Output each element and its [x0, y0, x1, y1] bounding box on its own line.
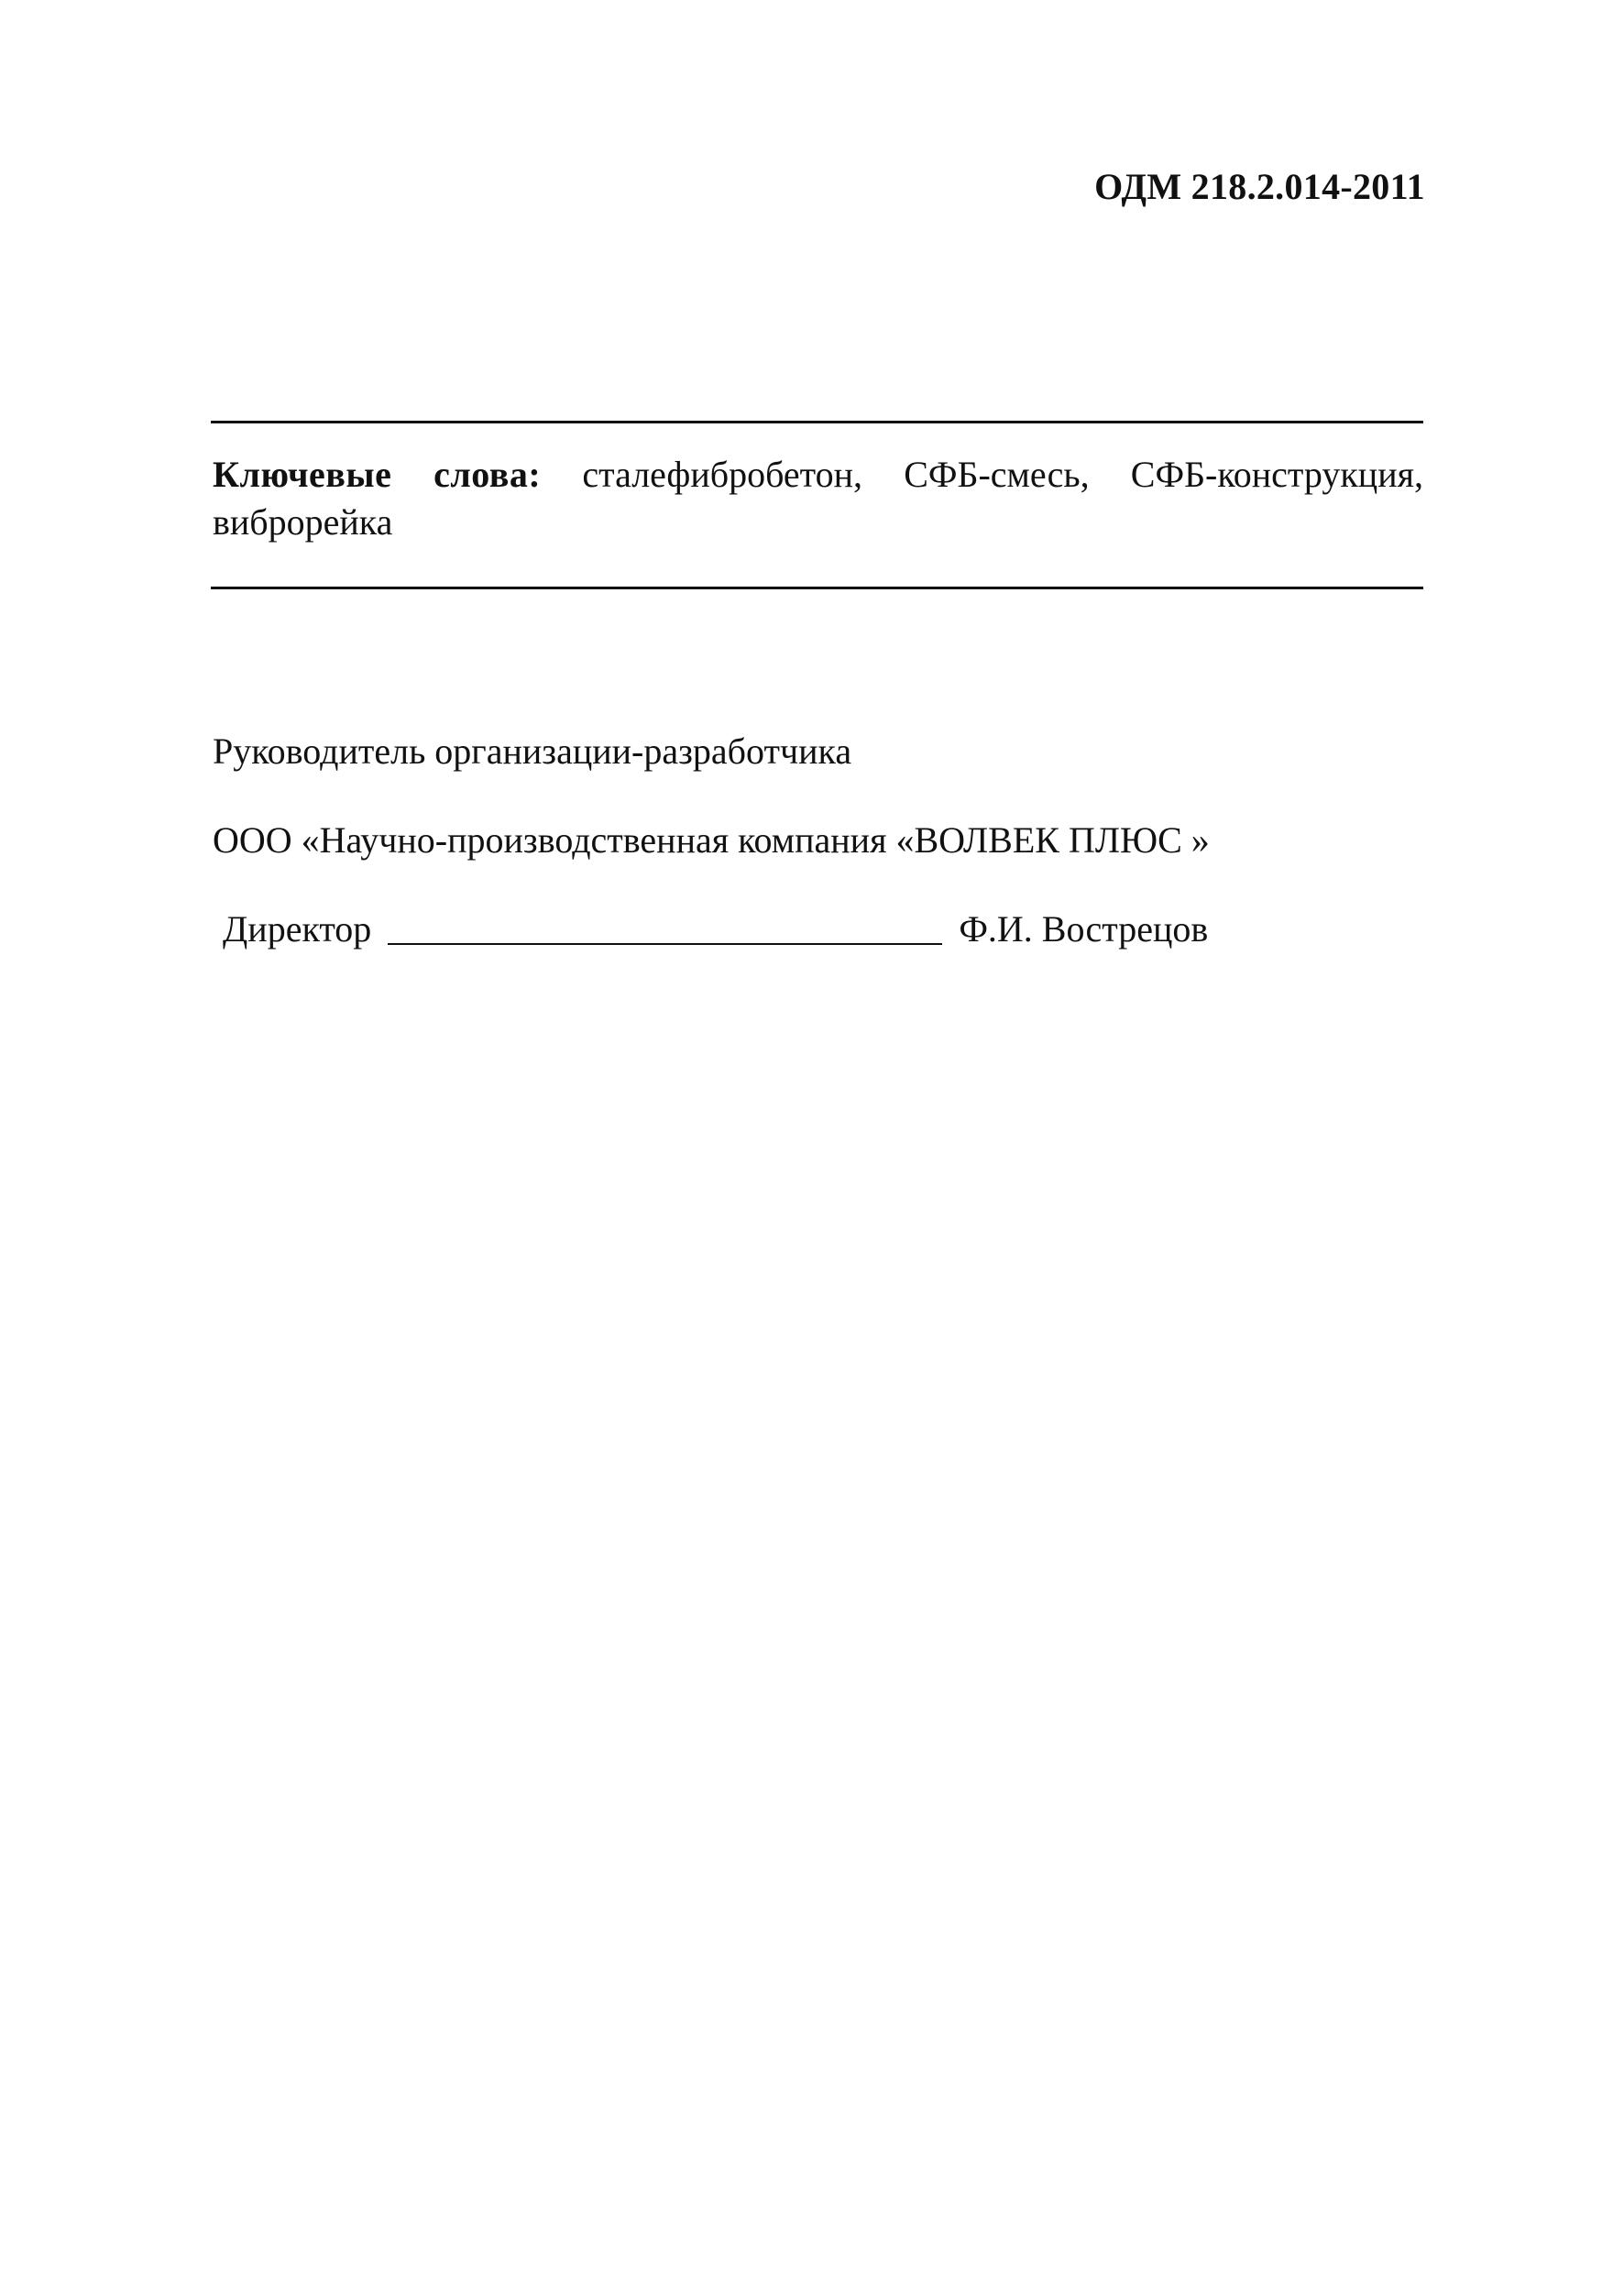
- developer-heading: Руководитель организации-разработчика: [213, 730, 852, 772]
- keywords-label: Ключевые слова:: [213, 454, 542, 495]
- divider-top: [211, 421, 1423, 423]
- organization-name: ООО «Научно-производственная компания «ВОЛВЕК ПЛЮС »: [213, 819, 1210, 861]
- document-code: ОДМ 218.2.014-2011: [1094, 166, 1425, 207]
- signature-row: [223, 907, 1208, 950]
- keywords-block: [213, 451, 1423, 546]
- keywords-text: сталефибробетон, СФБ-смесь, СФБ-конструкция, виброрейка: [213, 454, 1424, 543]
- signer-name: Ф.И. Вострецов: [959, 908, 1209, 950]
- signature-line: [388, 943, 942, 945]
- signer-position: Директор: [223, 908, 372, 950]
- divider-bottom: [211, 587, 1423, 589]
